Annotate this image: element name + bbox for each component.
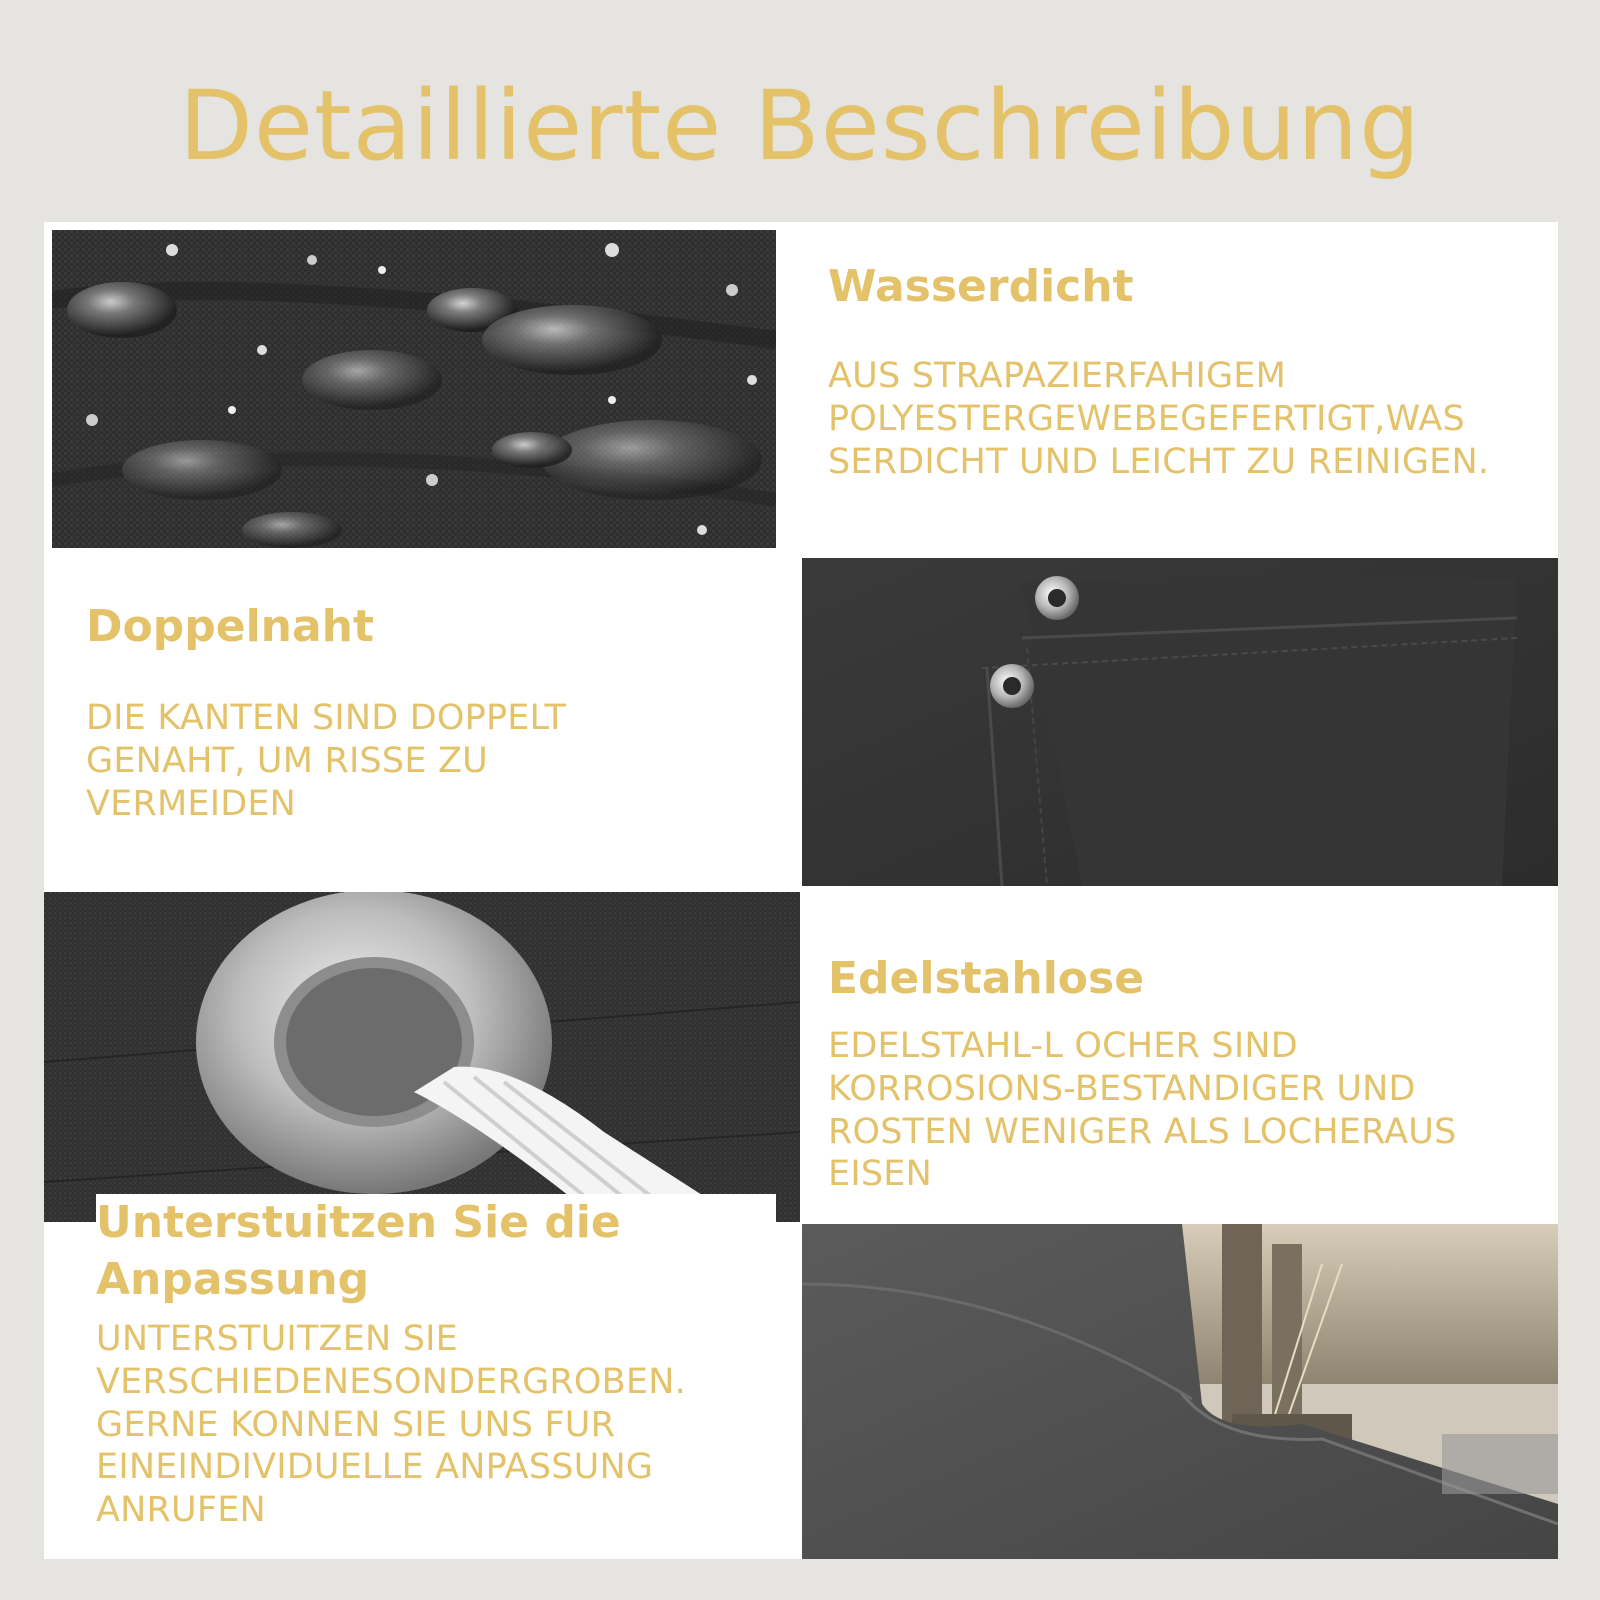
- feature-text-customization: [96, 1194, 776, 1559]
- waterproof-fabric-image: [52, 230, 776, 548]
- feature-description: DIE KANTEN SIND DOPPELT GENAHT, UM RISSE ZU VERMEIDEN: [86, 698, 567, 824]
- feature-text-waterproof: [828, 252, 1558, 552]
- feature-description: EDELSTAHL-L OCHER SIND KORROSIONS-BESTANDIGER UND ROSTEN WENIGER ALS LOCHERAUS EISEN: [828, 1026, 1457, 1195]
- steel-grommet-image: [44, 892, 800, 1222]
- feature-description: AUS STRAPAZIERFAHIGEM POLYESTERGEWEBEGEFERTIGT,WAS SERDICHT UND LEICHT ZU REINIGEN.: [828, 356, 1490, 482]
- feature-board: [44, 222, 1558, 1559]
- feature-heading: Wasserdicht: [828, 261, 1134, 312]
- page-title: Detaillierte Beschreibung: [178, 70, 1422, 182]
- feature-heading: Edelstahlose: [828, 953, 1145, 1004]
- feature-heading: Unterstuitzen Sie die Anpassung: [96, 1197, 621, 1306]
- feature-description: UNTERSTUITZEN SIE VERSCHIEDENESONDERGROBEN. GERNE KONNEN SIE UNS FUR EINEINDIVIDUELLE ANPASSUNG ANRUFEN: [96, 1319, 686, 1531]
- feature-heading: Doppelnaht: [86, 601, 375, 652]
- feature-text-double-seam: [86, 592, 746, 892]
- feature-text-grommet: [828, 950, 1558, 1230]
- double-seam-image: [802, 558, 1558, 886]
- sewing-machine-image: [802, 1224, 1558, 1559]
